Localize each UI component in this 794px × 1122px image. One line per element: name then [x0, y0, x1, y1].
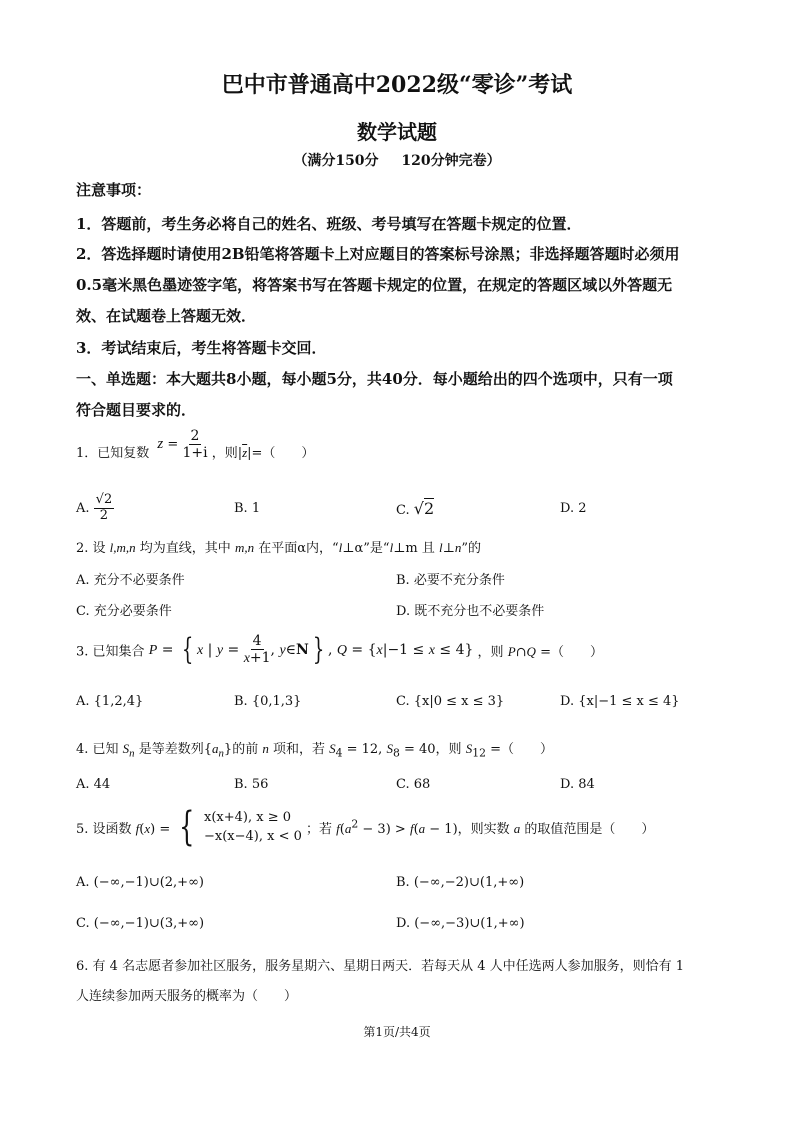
- question-3-option-c[interactable]: C. {x|0 ≤ x ≤ 3}: [396, 694, 505, 709]
- question-2-option-d[interactable]: D. 既不充分也不必要条件: [396, 604, 545, 619]
- section-heading-line-1: 一、单选题：本大题共8小题，每小题5分，共40分．每小题给出的四个选项中，只有一项: [76, 370, 673, 388]
- question-5-piecewise: x(x+4), x ≥ 0 −x(x−4), x < 0: [204, 810, 302, 844]
- question-4-option-c[interactable]: C. 68: [396, 777, 431, 792]
- notice-heading: 注意事项：: [76, 181, 152, 199]
- exam-subtitle: 数学试题: [357, 120, 437, 144]
- question-2: 2. 设 l,m,n 均为直线，其中 m,n 在平面α内，“l⊥α”是“l⊥m 且 l⊥n”的: [76, 540, 482, 556]
- question-1-option-c[interactable]: C. √2: [396, 499, 435, 518]
- question-3: 3. 已知集合 P = { x | y = $\frac{4}{x+1}$ , y∈N } , Q = {x|−1 ≤ x ≤ 4} ，则 P∩Q =（ ）: [76, 632, 603, 668]
- question-4-option-b[interactable]: B. 56: [234, 777, 269, 792]
- page-number: 第1页/共4页: [363, 1025, 431, 1039]
- question-5: 5. 设函数 f(x) = { x(x+4), x ≥ 0 −x(x−4), x < 0 ；若 $f(a^2 - 3) > f(a - 1)$，则实数 a 的取值范围是（ ）: [76, 804, 655, 850]
- question-3-option-d[interactable]: D. {x|−1 ≤ x ≤ 4}: [560, 694, 680, 709]
- question-1-formula: z = $\frac{2}{1+i}$: [157, 428, 208, 462]
- question-5-option-a[interactable]: A. (−∞,−1)∪(2,+∞): [76, 875, 204, 890]
- question-3-option-b[interactable]: B. {0,1,3}: [234, 694, 302, 709]
- question-1: 1．已知复数 z = $\frac{2}{1+i}$ ，则$|\overline{z}|=$（ ）: [76, 428, 315, 462]
- question-5-option-c[interactable]: C. (−∞,−1)∪(3,+∞): [76, 916, 205, 931]
- section-heading-line-2: 符合题目要求的．: [76, 401, 197, 419]
- notice-item-2-line-3: 效、在试题卷上答题无效．: [76, 307, 257, 325]
- exam-meta: （满分150分 120分钟完卷）: [293, 153, 501, 169]
- question-6-line-2: 人连续参加两天服务的概率为（ ）: [76, 989, 298, 1004]
- question-5-option-b[interactable]: B. (−∞,−2)∪(1,+∞): [396, 875, 525, 890]
- question-5-option-d[interactable]: D. (−∞,−3)∪(1,+∞): [396, 916, 525, 931]
- question-1-option-b[interactable]: B. 1: [234, 501, 261, 516]
- notice-item-1: 1．答题前，考生务必将自己的姓名、班级、考号填写在答题卡规定的位置．: [76, 215, 582, 233]
- question-4-option-a[interactable]: A. 44: [76, 777, 111, 792]
- question-1-option-d[interactable]: D. 2: [560, 501, 587, 516]
- question-2-option-c[interactable]: C. 充分必要条件: [76, 604, 172, 619]
- notice-item-2-line-1: 2．答选择题时请使用2B铅笔将答题卡上对应题目的答案标号涂黑；非选择题答题时必须用: [76, 245, 680, 263]
- exam-title: 巴中市普通高中2022级“零诊”考试: [221, 72, 573, 98]
- question-3-formula: P = { x | y = $\frac{4}{x+1}$ , y∈N } , Q = {x|−1 ≤ x ≤ 4}: [148, 632, 474, 668]
- question-2-option-b[interactable]: B. 必要不充分条件: [396, 573, 505, 588]
- question-6-line-1: 6. 有 4 名志愿者参加社区服务，服务星期六、星期日两天．若每天从 4 人中任选两人参加服务，则恰有 1: [76, 959, 685, 974]
- question-4: 4. 已知 $S_n$ 是等差数列$\{a_n\}$的前 n 项和，若 $S_4 = 12$, $S_8 = 40$，则 $S_{12}$ =（ ）: [76, 741, 553, 760]
- question-4-option-d[interactable]: D. 84: [560, 777, 595, 792]
- question-3-option-a[interactable]: A. {1,2,4}: [76, 694, 144, 709]
- notice-item-2-line-2: 0.5毫米黑色墨迹签字笔，将答案书写在答题卡规定的位置，在规定的答题区域以外答题无: [76, 276, 673, 294]
- notice-item-3: 3．考试结束后，考生将答题卡交回．: [76, 339, 327, 357]
- question-2-option-a[interactable]: A. 充分不必要条件: [76, 573, 185, 588]
- question-1-option-a[interactable]: A. $\frac{√2}{2}$: [76, 492, 113, 523]
